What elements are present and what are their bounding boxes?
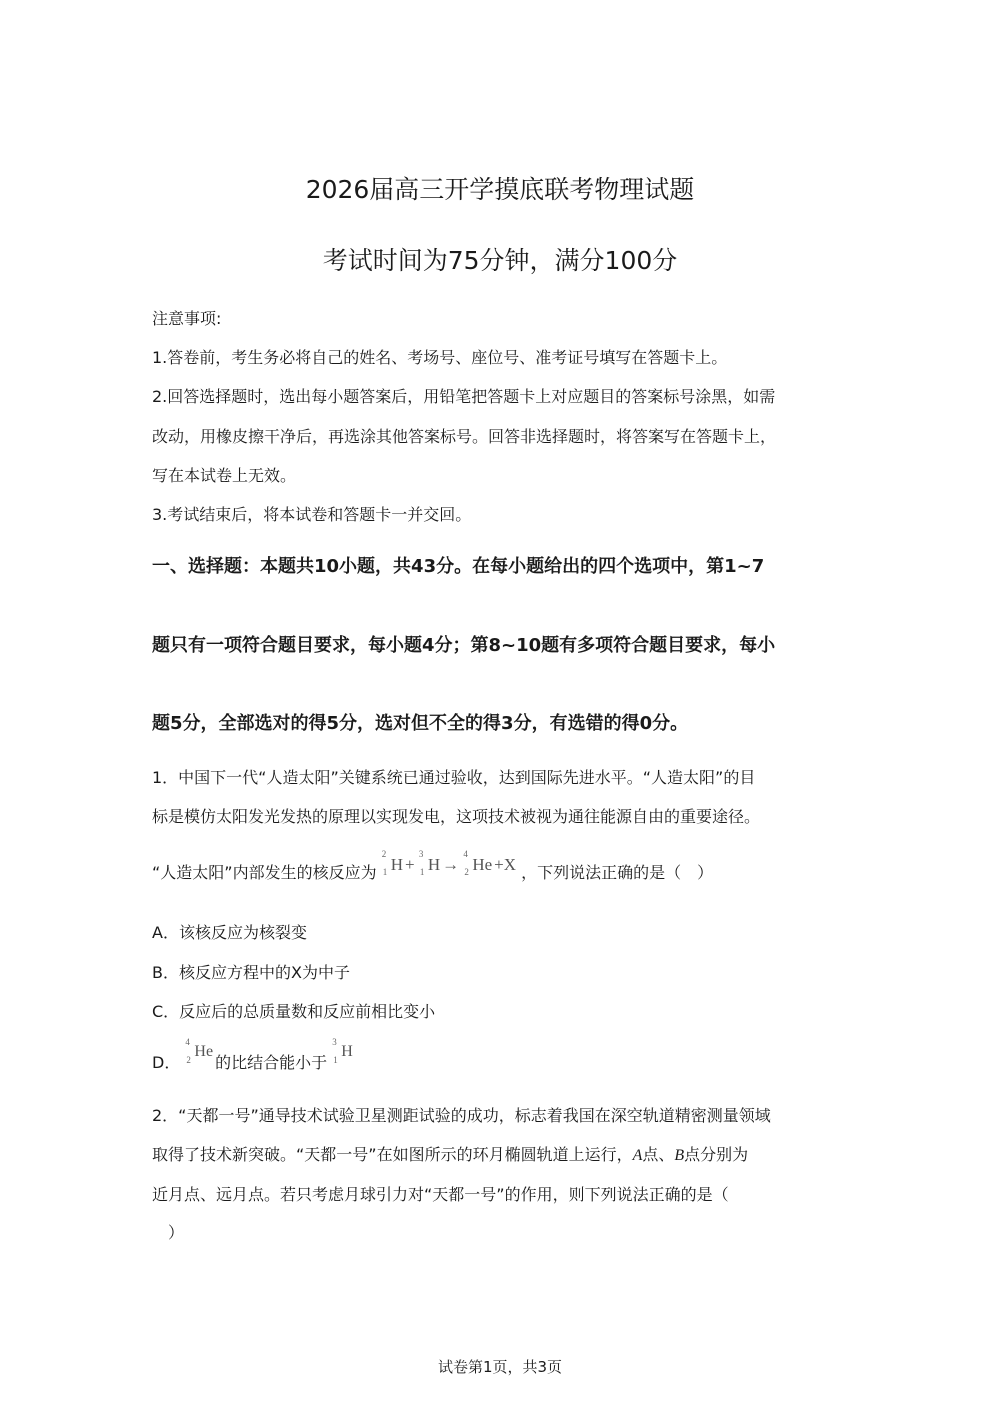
nuclear-reaction-formula: [381, 849, 517, 877]
q1-line-3-tail: ，下列说法正确的是（ ）: [521, 863, 714, 882]
q1-line-3: [152, 849, 714, 883]
q1-option-b: B．核反应方程中的X为中子: [152, 963, 350, 982]
nuclide-mass-number: 2: [381, 849, 387, 859]
q2-line-2-text-a: 取得了技术新突破。“天都一号”在如图所示的环月椭圆轨道上运行，: [152, 1145, 633, 1164]
point-b-label: B: [674, 1147, 685, 1164]
helium-nuclide: [463, 849, 493, 877]
exam-subtitle: 考试时间为75分钟，满分100分: [322, 246, 678, 275]
nuclide-mass-number: 3: [332, 1037, 337, 1047]
q1-option-d-text: 的比结合能小于: [215, 1053, 328, 1072]
section-heading-line-3: 题5分，全部选对的得5分，选对但不全的得3分，有选错的得0分。: [152, 713, 689, 734]
nuclide-symbol: He: [194, 1043, 214, 1060]
product-x: +X: [494, 855, 517, 874]
nuclide-charge-number: 2: [186, 1055, 191, 1065]
deuterium-nuclide: [381, 849, 403, 877]
q1-line-1: 1．中国下一代“人造太阳”关键系统已通过验收，达到国际先进水平。“人造太阳”的目: [152, 768, 756, 787]
helium-nuclide-d: [185, 1037, 215, 1065]
nuclide-charge-number: 1: [419, 867, 425, 877]
q1-option-a: A．该核反应为核裂变: [152, 923, 307, 942]
point-a-label: A: [632, 1147, 643, 1164]
helium-nuclide: [185, 1037, 214, 1065]
q2-line-1: 2．“天都一号”通导技术试验卫星测距试验的成功，标志着我国在深空轨道精密测量领域: [152, 1106, 771, 1125]
section-heading-line-2: 题只有一项符合题目要求，每小题4分；第8~10题有多项符合题目要求，每小: [152, 635, 776, 656]
q2-line-2-text-b: 点、: [642, 1145, 675, 1164]
nuclide-charge-number: 2: [464, 867, 469, 877]
tritium-nuclide-d: [332, 1037, 355, 1065]
tritium-nuclide: [332, 1037, 353, 1065]
tritium-nuclide: [418, 849, 441, 877]
q2-line-2: [152, 1142, 748, 1165]
nuclide-symbol: H: [341, 1043, 353, 1060]
q1-option-d-label: D．: [152, 1053, 181, 1072]
nuclide-charge-number: 1: [382, 867, 388, 877]
q1-line-3-lead: “人造太阳”内部发生的核反应为: [152, 863, 377, 882]
q2-line-4: ）: [168, 1223, 185, 1242]
nuclide-symbol: H: [427, 855, 441, 874]
exam-title: 2026届高三开学摸底联考物理试题: [305, 175, 695, 204]
nuclide-symbol: H: [390, 855, 403, 874]
section-heading-line-1: 一、选择题：本题共10小题，共43分。在每小题给出的四个选项中，第1~7: [152, 556, 765, 577]
nuclide-mass-number: 3: [418, 849, 424, 859]
q2-line-2-text-c: 点分别为: [684, 1145, 749, 1164]
q1-line-2: 标是模仿太阳发光发热的原理以实现发电，这项技术被视为通往能源自由的重要途径。: [152, 807, 761, 826]
nuclide-mass-number: 4: [463, 849, 468, 859]
notice-item-2-line-1: 2.回答选择题时，选出每小题答案后，用铅笔把答题卡上对应题目的答案标号涂黑，如需: [152, 387, 776, 406]
q1-option-c: C．反应后的总质量数和反应前相比变小: [152, 1002, 436, 1021]
nuclide-charge-number: 1: [333, 1055, 338, 1065]
plus-sign: +: [404, 855, 415, 874]
page-footer: 试卷第1页，共3页: [437, 1358, 563, 1376]
reaction-arrow: →: [442, 855, 460, 874]
nuclide-symbol: He: [472, 855, 493, 874]
q2-line-3: 近月点、远月点。若只考虑月球引力对“天都一号”的作用，则下列说法正确的是（: [152, 1185, 729, 1204]
notice-heading: 注意事项:: [152, 309, 222, 328]
notice-item-1: 1.答卷前，考生务必将自己的姓名、考场号、座位号、准考证号填写在答题卡上。: [152, 348, 728, 367]
notice-item-2-line-2: 改动，用橡皮擦干净后，再选涂其他答案标号。回答非选择题时，将答案写在答题卡上，: [152, 427, 777, 446]
notice-item-3: 3.考试结束后，将本试卷和答题卡一并交回。: [152, 505, 472, 524]
notice-item-2-line-3: 写在本试卷上无效。: [152, 466, 297, 485]
q1-option-d: [152, 1037, 355, 1073]
nuclide-mass-number: 4: [185, 1037, 190, 1047]
